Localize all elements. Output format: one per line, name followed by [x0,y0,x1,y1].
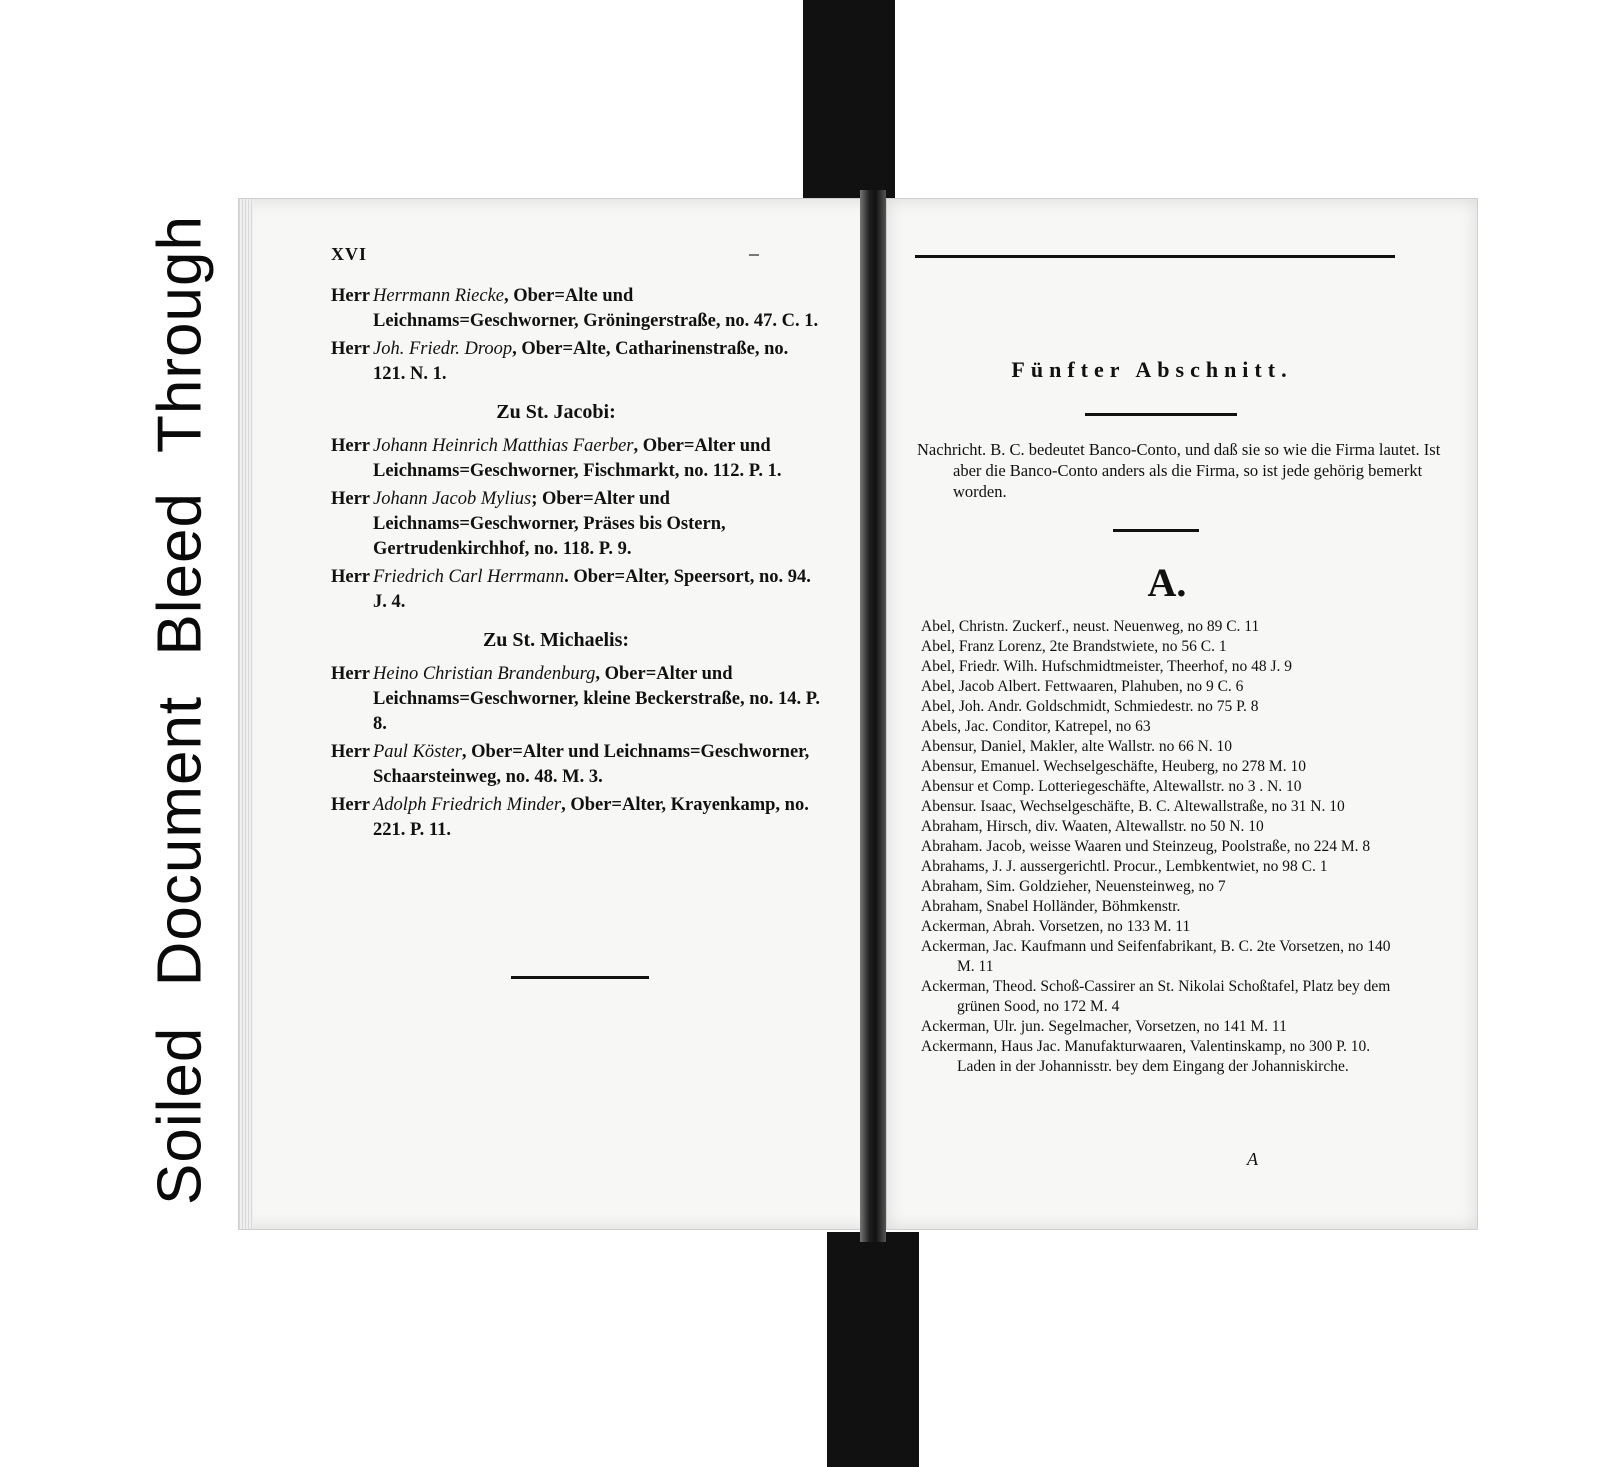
book-gutter [860,190,886,1242]
list-item: Ackerman, Abrah. Vorsetzen, no 133 M. 11 [921,918,1191,935]
open-book [232,190,1482,1242]
entry-details: ; Ober=Alter und Leichnams=Geschworner, Präses bis Ostern, Gertrudenkirchhof, no. 118. P. 9. [373,489,726,559]
chapter-title: Fünfter Abschnitt. [1011,357,1293,382]
directory-entry [331,434,821,484]
list-item: Abraham, Snabel Holländer, Böhmkenstr. [921,898,1181,915]
list-item: Abel, Christn. Zuckerf., neust. Neuenweg, no 89 C. 11 [921,618,1260,635]
list-item: Abraham, Sim. Goldzieher, Neuensteinweg, no 7 [921,878,1226,895]
entry-details: . Ober=Alter, Speersort, no. 94. J. 4. [373,567,811,612]
entry-name: Johann Heinrich Matthias Faerber [373,436,634,456]
entry-details: , Ober=Alte und Leichnams=Geschworner, Gröningerstraße, no. 47. C. 1. [373,286,819,331]
list-item: Abels, Jac. Conditor, Katrepel, no 63 [921,718,1151,735]
left-entries [331,284,821,846]
signature-mark: A [1247,1149,1258,1169]
list-item: Abel, Jacob Albert. Fettwaaren, Plahuben, no 9 C. 6 [921,678,1244,695]
entry-details: , Ober=Alter und Leichnams=Geschworner, Fischmarkt, no. 112. P. 1. [373,436,782,481]
entry-name: Joh. Friedr. Droop [373,339,513,359]
entry-name: Friedrich Carl Herrmann [373,567,565,587]
list-item: Abensur. Isaac, Wechselgeschäfte, B. C. Altewallstraße, no 31 N. 10 [921,798,1345,815]
entry-details: , Ober=Alter, Krayenkamp, no. 221. P. 11. [373,795,809,840]
notice-paragraph: Nachricht. B. C. bedeutet Banco-Conto, und daß sie so wie die Firma lautet. Ist aber die Banco-Conto anders als die Firma, so ist jede gehörig bemerkt worden. [917,440,1441,501]
header-mark [749,254,759,256]
directory-entry [331,284,821,334]
list-item: Ackerman, Ulr. jun. Segelmacher, Vorsetzen, no 141 M. 11 [921,1018,1287,1035]
entry-name: Heino Christian Brandenburg [373,664,596,684]
directory-entry [331,662,821,737]
binding-strap-top [803,0,895,202]
side-label: Soiled Document Bleed Through [145,215,215,1205]
list-item: Ackerman, Theod. Schoß-Cassirer an St. Nikolai Schoßtafel, Platz bey dem grünen Sood, no 172 M. 4 [921,978,1391,1015]
list-item: Abel, Franz Lorenz, 2te Brandstwiete, no 56 C. 1 [921,638,1227,655]
right-entries [921,617,1411,1077]
list-item: Abensur et Comp. Lotteriegeschäfte, Altewallstr. no 3 . N. 10 [921,778,1302,795]
page-number: XVI [331,244,368,264]
directory-entry [331,487,821,562]
list-item: Ackerman, Jac. Kaufmann und Seifenfabrikant, B. C. 2te Vorsetzen, no 140 M. 11 [921,938,1391,975]
top-rule [915,255,1395,258]
left-page [238,198,880,1230]
list-item: Abel, Friedr. Wilh. Hufschmidtmeister, Theerhof, no 48 J. 9 [921,658,1292,675]
entry-prefix: Herr [331,795,371,815]
entry-details: , Ober=Alte, Catharinenstraße, no. 121. N. 1. [373,339,789,384]
end-rule [511,976,649,979]
entry-name: Paul Köster [373,742,462,762]
directory-entry [331,337,821,387]
index-letter: A. [1147,560,1187,605]
list-item: Abensur, Emanuel. Wechselgeschäfte, Heuberg, no 278 M. 10 [921,758,1306,775]
list-item: Abrahams, J. J. aussergerichtl. Procur., Lembkentwiet, no 98 C. 1 [921,858,1328,875]
entry-prefix: Herr [331,339,371,359]
entry-prefix: Herr [331,567,371,587]
list-item: Abel, Joh. Andr. Goldschmidt, Schmiedestr. no 75 P. 8 [921,698,1259,715]
entry-prefix: Herr [331,742,371,762]
entry-prefix: Herr [331,286,371,306]
notice-rule [1113,529,1199,532]
entry-details: , Ober=Alter und Leichnams=Geschworner, Schaarsteinweg, no. 48. M. 3. [373,742,810,787]
list-item: Abensur, Daniel, Makler, alte Wallstr. no 66 N. 10 [921,738,1233,755]
list-item: Abraham, Hirsch, div. Waaten, Altewallstr. no 50 N. 10 [921,818,1264,835]
entry-prefix: Herr [331,436,371,456]
entry-name: Johann Jacob Mylius [373,489,532,509]
list-item: Abraham. Jacob, weisse Waaren und Steinzeug, Poolstraße, no 224 M. 8 [921,838,1371,855]
directory-entry [331,793,821,843]
binding-strap-bottom [827,1232,919,1467]
section-heading-michaelis: Zu St. Michaelis: [482,629,630,651]
list-item: Ackermann, Haus Jac. Manufakturwaaren, Valentinskamp, no 300 P. 10. Laden in der Johannisstr. bey dem Eingang der Johanniskirche. [921,1038,1371,1075]
directory-entry [331,565,821,615]
entry-details: , Ober=Alter und Leichnams=Geschworner, kleine Beckerstraße, no. 14. P. 8. [373,664,820,734]
entry-name: Adolph Friedrich Minder [373,795,562,815]
directory-entry [331,740,821,790]
chapter-rule [1085,413,1237,416]
entry-prefix: Herr [331,489,371,509]
section-heading-jacobi: Zu St. Jacobi: [496,401,616,423]
right-page [886,198,1478,1230]
entry-prefix: Herr [331,664,371,684]
entry-name: Herrmann Riecke [373,286,504,306]
